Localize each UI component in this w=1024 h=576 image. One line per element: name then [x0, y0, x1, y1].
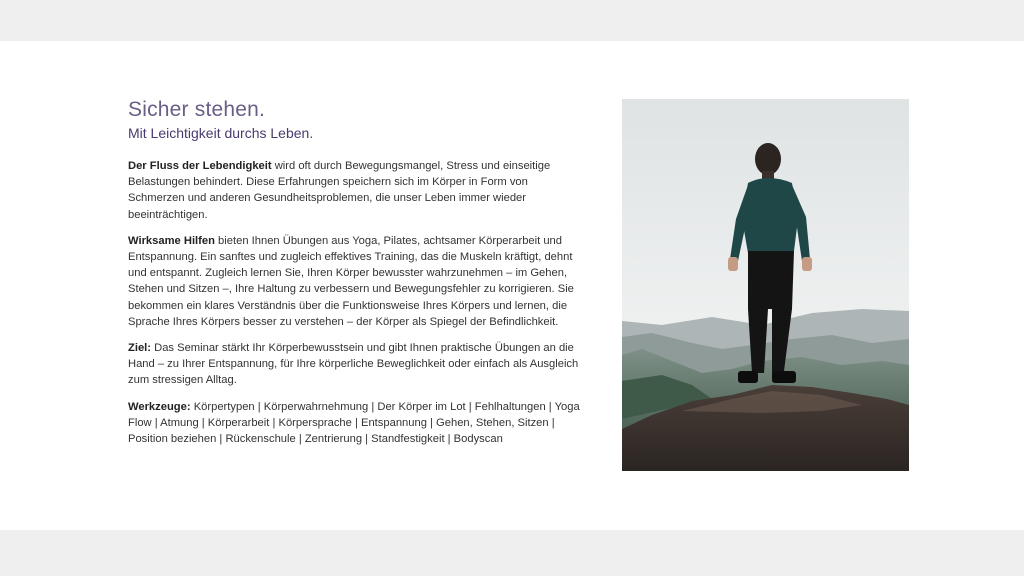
paragraph-lebendigkeit — [128, 158, 580, 223]
paragraph-lead: Wirksame Hilfen — [128, 234, 215, 247]
bottom-band — [0, 530, 1024, 576]
paragraph-text: bieten Ihnen Übungen aus Yoga, Pilates, achtsamer Körperarbeit und Entspannung. Ein sanftes und zugleich effektives Training, das die Muskeln kräftigt, dehnt und entspannt. Zugleich lernen Sie, Ihren Körper bewusster wahrzunehmen – im Gehen, Stehen und Sitzen –, Ihre Haltung zu verbessern und Bewegungsfehler zu korrigieren. Sie bekommen ein klares Verständnis über die Funktionsweise Ihres Körpers und lernen, die Sprache Ihres Körpers besser zu verstehen – der Körper als Spiegel der Befindlichkeit. — [128, 234, 574, 328]
content-section — [0, 41, 1024, 530]
paragraph-text: Körpertypen | Körperwahrnehmung | Der Körper im Lot | Fehlhaltungen | Yoga Flow | Atmung | Körperarbeit | Körpersprache | Entspannung | Gehen, Stehen, Sitzen | Position beziehen | Rückenschule | Zentrierung | Standfestigkeit | Bodyscan — [128, 400, 580, 446]
paragraph-lead: Werkzeuge: — [128, 400, 191, 413]
paragraph-hilfen — [128, 233, 580, 330]
page-title: Sicher stehen. — [128, 98, 266, 121]
paragraph-text: Das Seminar stärkt Ihr Körperbewusstsein und gibt Ihnen praktische Übungen an die Hand – zu Ihrer Entspannung, für Ihre körperliche Beweglichkeit oder einfach als Ausgleich zum stressigen Alltag. — [128, 342, 579, 387]
text-column — [128, 97, 580, 447]
page-subtitle: Mit Leichtigkeit durchs Leben. — [128, 125, 314, 141]
top-band — [0, 0, 1024, 41]
paragraph-werkzeuge — [128, 399, 580, 448]
paragraph-lead: Ziel: — [128, 342, 151, 355]
paragraph-ziel — [128, 340, 580, 389]
mountain-photo — [622, 99, 909, 471]
paragraph-text: wird oft durch Bewegungsmangel, Stress und einseitige Belastungen behindert. Diese Erfahrungen speichern sich im Körper in Form von Schmerzen und anderen Gesundheitsproblemen, die unser Leben immer wieder beeinträchtigen. — [128, 160, 551, 221]
paragraph-lead: Der Fluss der Lebendigkeit — [128, 160, 272, 172]
